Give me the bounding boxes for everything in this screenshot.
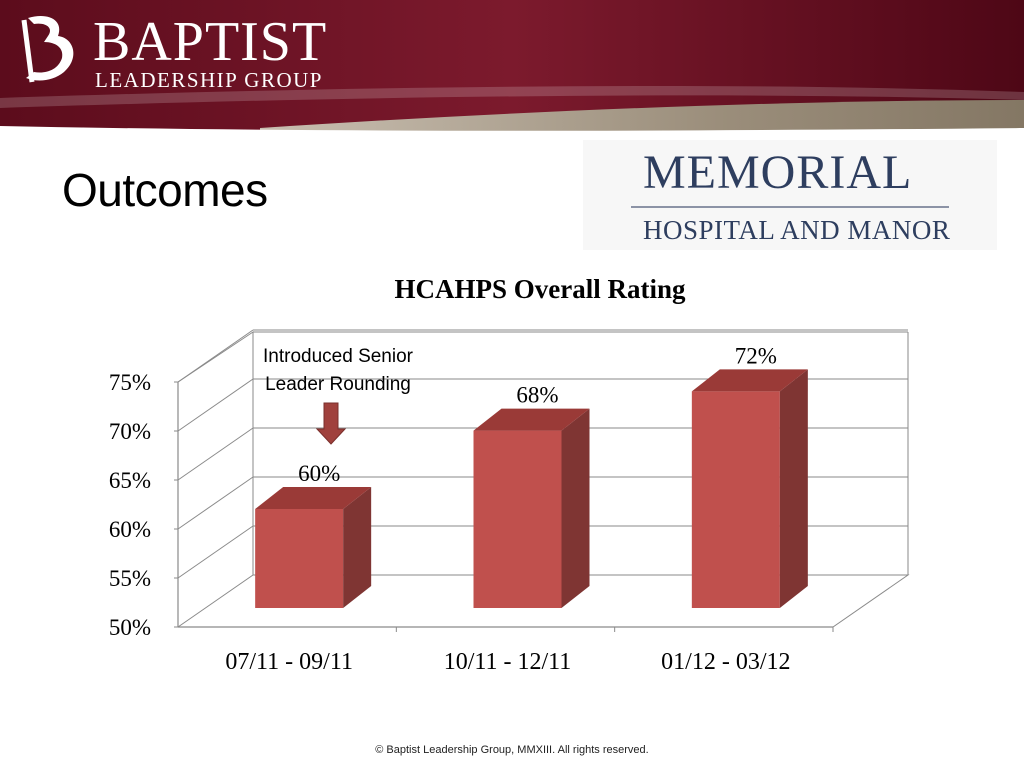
client-logo-line1: MEMORIAL	[643, 146, 913, 199]
bar	[692, 391, 780, 608]
annotation-line1: Introduced Senior	[263, 346, 413, 367]
data-label: 68%	[516, 382, 559, 408]
bar-side	[562, 409, 590, 608]
gridline-side	[178, 379, 253, 431]
y-tick-label: 50%	[108, 615, 151, 640]
gridline-side	[178, 477, 253, 529]
y-tick-label: 65%	[108, 468, 151, 493]
bar	[474, 431, 562, 608]
x-tick-label: 10/11 - 12/11	[443, 649, 572, 675]
y-tick-label: 55%	[108, 566, 151, 591]
chart-side-wall	[178, 332, 253, 627]
y-tick-label: 60%	[108, 517, 151, 542]
gridline-side	[178, 526, 253, 578]
chart-title: HCAHPS Overall Rating	[394, 274, 686, 304]
gridline-side	[178, 428, 253, 480]
data-label: 60%	[298, 461, 341, 486]
x-tick-label: 07/11 - 09/11	[225, 649, 353, 675]
brand-subtitle: LEADERSHIP GROUP	[95, 68, 323, 92]
annotation-line2: Leader Rounding	[265, 374, 411, 395]
data-label: 72%	[734, 343, 777, 369]
client-logo-line2: HOSPITAL AND MANOR	[643, 215, 951, 245]
bar-side	[780, 369, 808, 608]
brand-wordmark: BAPTIST	[93, 11, 328, 73]
copyright-footer: © Baptist Leadership Group, MMXIII. All rights reserved.	[375, 744, 649, 756]
page-title: Outcomes	[62, 164, 268, 216]
y-tick-label: 70%	[108, 419, 151, 444]
y-tick-label: 75%	[108, 370, 151, 395]
down-arrow-icon	[317, 403, 345, 444]
bar	[255, 509, 343, 608]
x-tick-label: 01/12 - 03/12	[661, 649, 791, 675]
gridline-side	[178, 330, 253, 382]
